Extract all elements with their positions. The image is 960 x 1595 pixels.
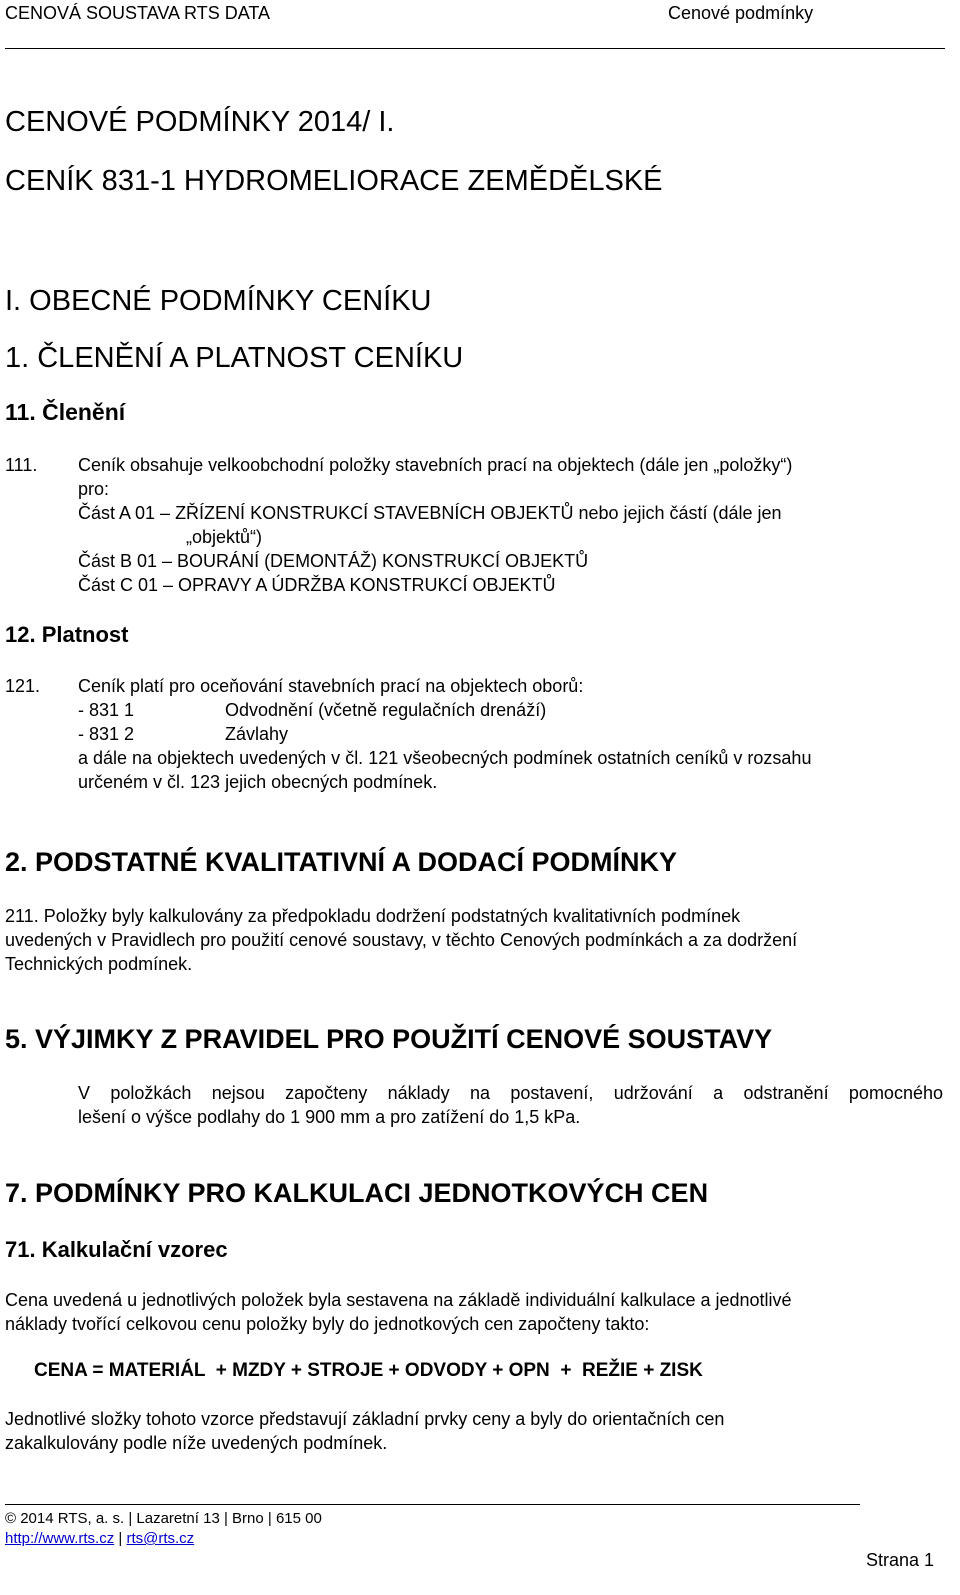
paragraph-121-line1: Ceník platí pro oceňování stavebních prací na objektech oborů: — [78, 676, 584, 696]
footer-separator: | — [118, 1530, 123, 1547]
footer-web-link[interactable]: http://www.rts.cz — [5, 1530, 115, 1547]
paragraph-111-line5: Část B 01 – BOURÁNÍ (DEMONTÁŽ) KONSTRUKCÍ OBJEKTŮ — [78, 551, 589, 571]
paragraph-slozky-line1: Jednotlivé složky tohoto vzorce představují základní prvky ceny a byly do orientačních cen — [5, 1409, 725, 1429]
obor-code: - 831 1 — [78, 700, 135, 720]
paragraph-vzorec-line1: Cena uvedená u jednotlivých položek byla sestavena na základě individuální kalkulace a jednotlivé — [5, 1290, 792, 1310]
subsection-heading-cleneni: 11. Členění — [5, 399, 126, 425]
paragraph-111-line3: Část A 01 – ZŘÍZENÍ KONSTRUKCÍ STAVEBNÍCH OBJEKTŮ nebo jejich částí (dále jen — [78, 503, 782, 523]
footer-contacts — [5, 1530, 194, 1547]
page-number: Strana 1 — [866, 1550, 935, 1570]
header-divider — [5, 48, 945, 49]
paragraph-121-line4: a dále na objektech uvedených v čl. 121 všeobecných podmínek ostatních ceníků v rozsahu — [78, 748, 812, 768]
paragraph-number-121: 121. — [5, 676, 41, 696]
header-left: CENOVÁ SOUSTAVA RTS DATA — [5, 3, 271, 23]
footer-divider — [5, 1504, 860, 1505]
section-heading-cleneni-platnost: 1. ČLENĚNÍ A PLATNOST CENÍKU — [5, 342, 464, 374]
paragraph-111-line1: Ceník obsahuje velkoobchodní položky stavebních prací na objektech (dále jen „položky“) — [78, 455, 793, 475]
subsection-heading-platnost: 12. Platnost — [5, 622, 129, 647]
section-heading-kvalitativni: 2. PODSTATNÉ KVALITATIVNÍ A DODACÍ PODMÍNKY — [5, 847, 678, 877]
paragraph-111-line4: „objektů“) — [186, 527, 263, 547]
header-right: Cenové podmínky — [668, 3, 814, 23]
paragraph-vzorec-line2: náklady tvořící celkovou cenu položky byly do jednotkových cen započteny takto: — [5, 1314, 650, 1334]
section-heading-vyjimky: 5. VÝJIMKY Z PRAVIDEL PRO POUŽITÍ CENOVÉ SOUSTAVY — [5, 1024, 773, 1054]
paragraph-211-line1: 211. Položky byly kalkulovány za předpokladu dodržení podstatných kvalitativních podmínek — [5, 906, 741, 926]
footer-copyright: © 2014 RTS, a. s. | Lazaretní 13 | Brno | 615 00 — [5, 1510, 322, 1527]
subsection-heading-vzorec: 71. Kalkulační vzorec — [5, 1237, 228, 1262]
obor-code: - 831 2 — [78, 724, 135, 744]
paragraph-vyjimky-line1: V položkách nejsou započteny náklady na postavení, udržování a odstranění pomocného — [78, 1083, 943, 1103]
paragraph-slozky-line2: zakalkulovány podle níže uvedených podmínek. — [5, 1433, 388, 1453]
document-title-line1: CENOVÉ PODMÍNKY 2014/ I. — [5, 106, 395, 138]
paragraph-vyjimky-line2: lešení o výšce podlahy do 1 900 mm a pro zatížení do 1,5 kPa. — [78, 1107, 581, 1127]
paragraph-211-line2: uvedených v Pravidlech pro použití cenové soustavy, v těchto Cenových podmínkách a za dodržení — [5, 930, 798, 950]
section-heading-kalkulace: 7. PODMÍNKY PRO KALKULACI JEDNOTKOVÝCH CEN — [5, 1178, 709, 1208]
obor-name: Závlahy — [225, 724, 289, 744]
section-heading-obecne: I. OBECNÉ PODMÍNKY CENÍKU — [5, 285, 432, 317]
obor-name: Odvodnění (včetně regulačních drenáží) — [225, 700, 547, 720]
paragraph-121-line5: určeném v čl. 123 jejich obecných podmínek. — [78, 772, 438, 792]
footer-email-link[interactable]: rts@rts.cz — [126, 1530, 195, 1547]
paragraph-111-line6: Část C 01 – OPRAVY A ÚDRŽBA KONSTRUKCÍ OBJEKTŮ — [78, 575, 556, 595]
document-title-line2: CENÍK 831-1 HYDROMELIORACE ZEMĚDĚLSKÉ — [5, 165, 663, 197]
price-formula: CENA = MATERIÁL + MZDY + STROJE + ODVODY + OPN + REŽIE + ZISK — [34, 1360, 703, 1381]
paragraph-111-line2: pro: — [78, 479, 110, 499]
paragraph-number-111: 111. — [5, 455, 38, 475]
paragraph-211-line3: Technických podmínek. — [5, 954, 193, 974]
